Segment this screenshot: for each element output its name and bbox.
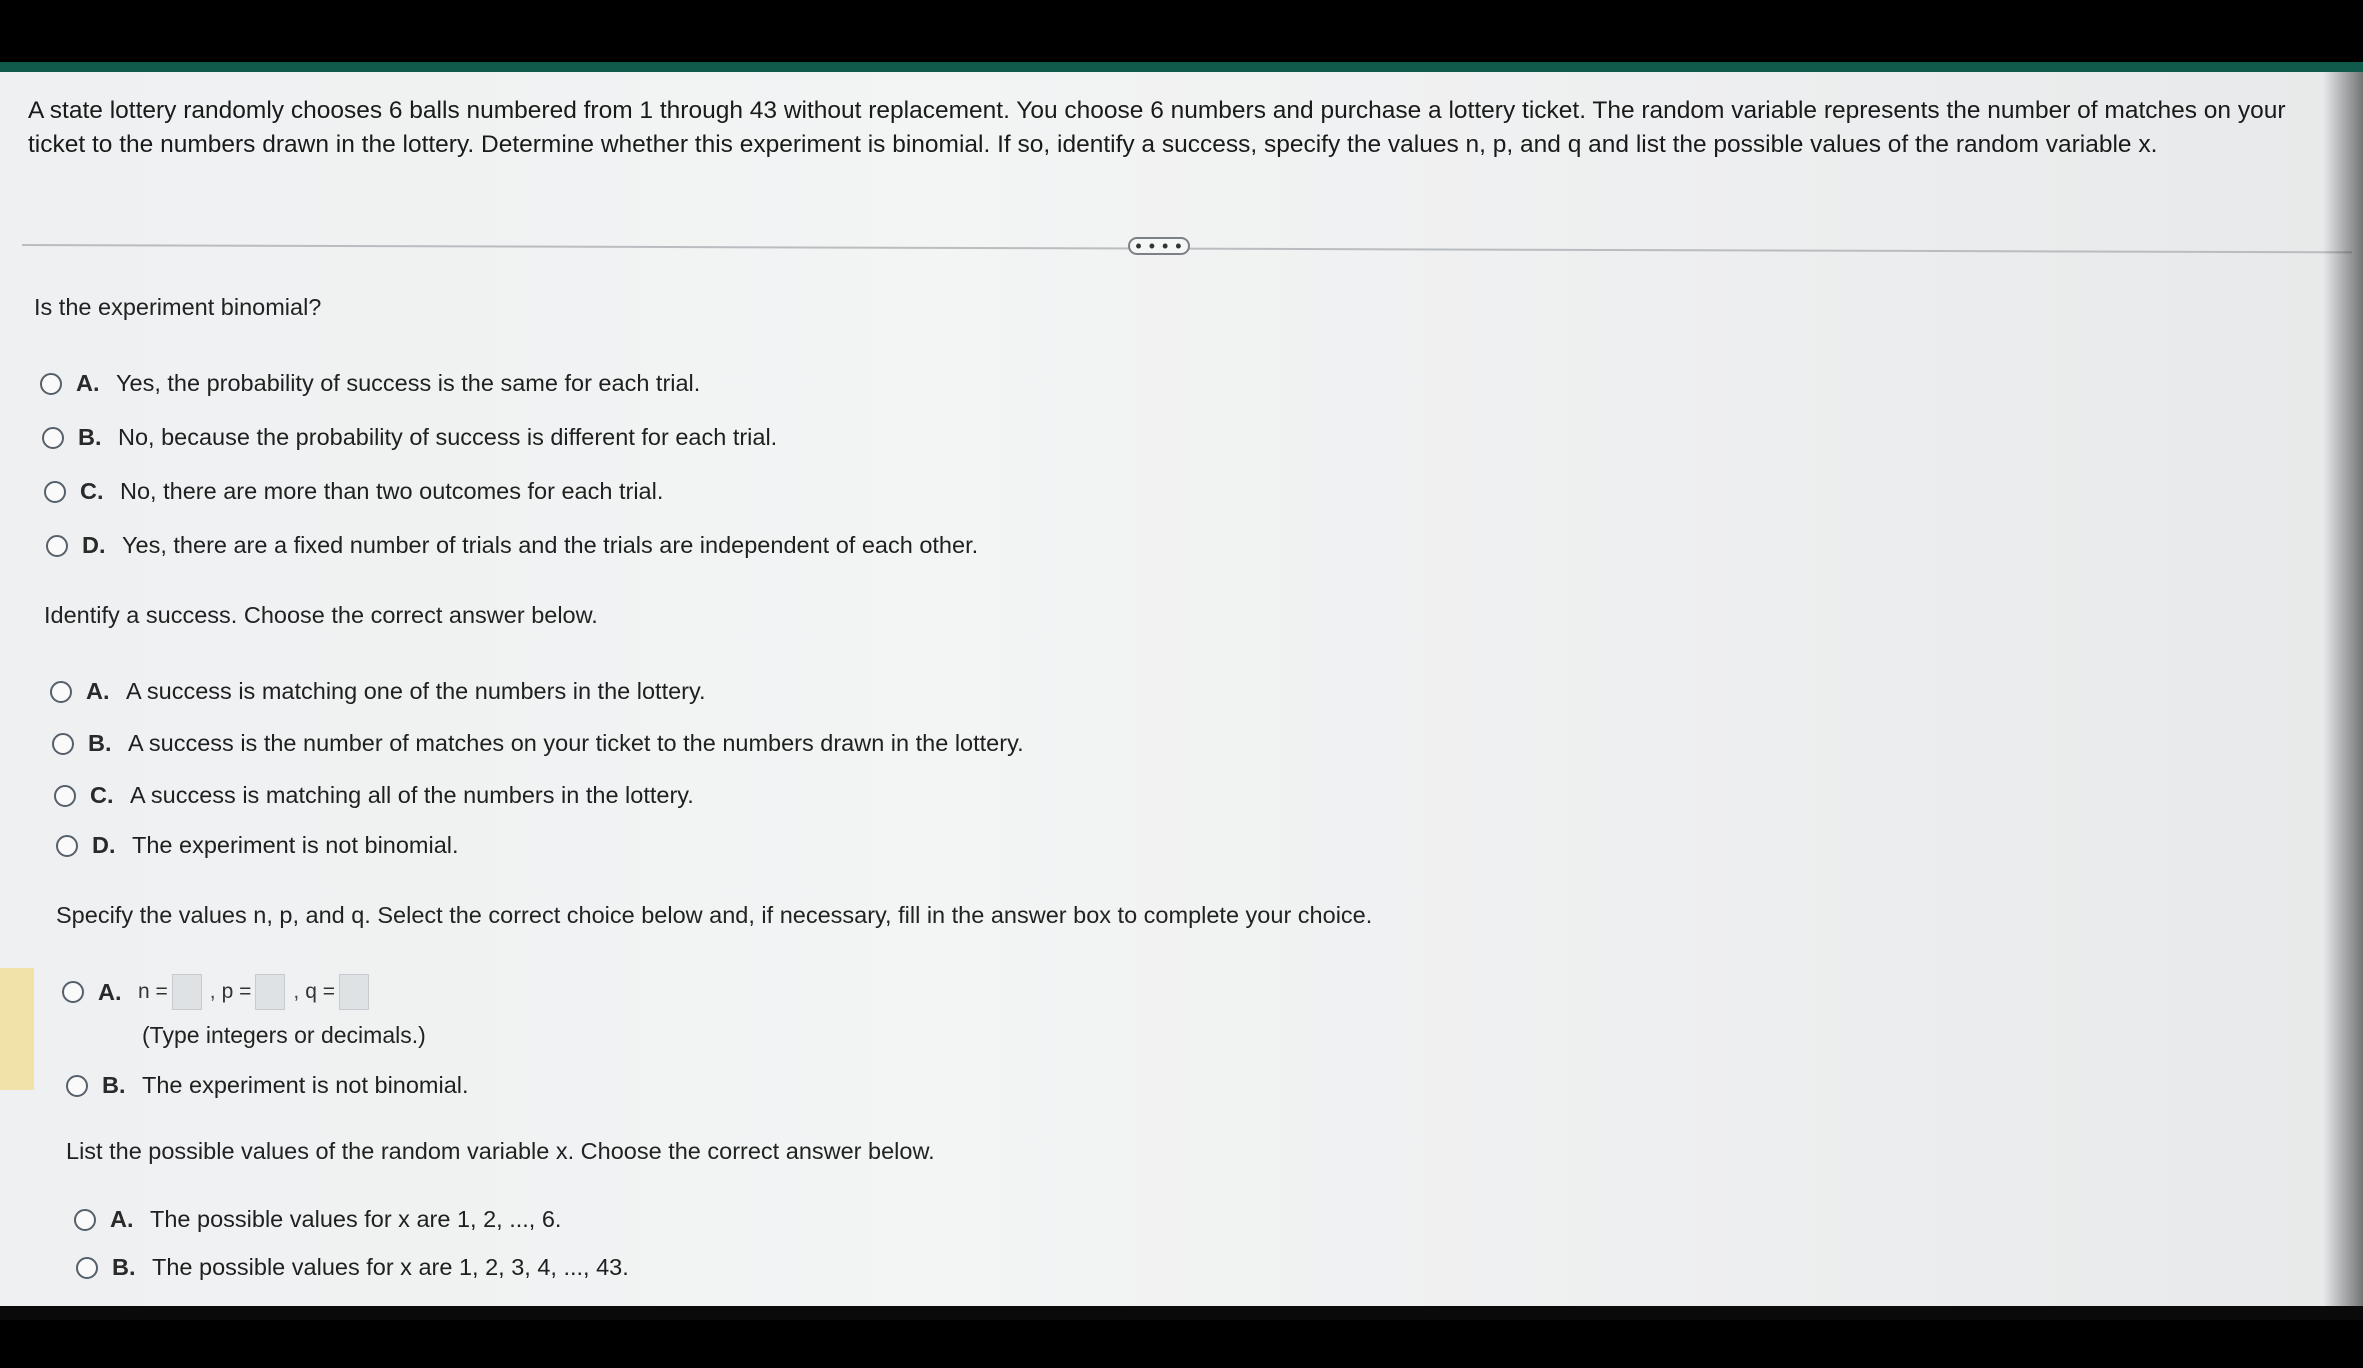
option-letter: A. bbox=[76, 370, 100, 396]
top-bar bbox=[0, 62, 2363, 72]
part2-prompt: Identify a success. Choose the correct answer below. bbox=[44, 602, 598, 628]
radio-button[interactable] bbox=[56, 835, 78, 857]
option-text: A success is the number of matches on your ticket to the numbers drawn in the lottery. bbox=[128, 730, 1024, 756]
option-letter: A. bbox=[110, 1206, 134, 1232]
option-letter: B. bbox=[102, 1072, 126, 1098]
screen bbox=[0, 62, 2363, 1320]
part3-prompt: Specify the values n, p, and q. Select the correct choice below and, if necessary, fill in the answer box to complete your choice. bbox=[56, 902, 1373, 928]
radio-button[interactable] bbox=[76, 1257, 98, 1279]
part3-option-a[interactable] bbox=[62, 974, 373, 1010]
option-text: No, there are more than two outcomes for each trial. bbox=[120, 478, 664, 504]
option-letter: D. bbox=[82, 532, 106, 558]
part1-option-d[interactable] bbox=[46, 532, 978, 559]
radio-button[interactable] bbox=[66, 1075, 88, 1097]
part2-option-a[interactable] bbox=[50, 678, 706, 705]
option-letter: C. bbox=[90, 782, 114, 808]
option-text: Yes, there are a fixed number of trials and the trials are independent of each other. bbox=[122, 532, 979, 558]
option-text: The possible values for x are 1, 2, ..., 6. bbox=[150, 1206, 562, 1232]
option-text: The experiment is not binomial. bbox=[132, 832, 459, 858]
radio-button[interactable] bbox=[46, 535, 68, 557]
option-letter: A. bbox=[86, 678, 110, 704]
radio-button[interactable] bbox=[40, 373, 62, 395]
part1-option-a[interactable] bbox=[40, 370, 700, 397]
radio-button[interactable] bbox=[74, 1209, 96, 1231]
radio-button[interactable] bbox=[54, 785, 76, 807]
part1-prompt: Is the experiment binomial? bbox=[34, 294, 322, 320]
option-letter: D. bbox=[92, 832, 116, 858]
radio-button[interactable] bbox=[42, 427, 64, 449]
radio-button[interactable] bbox=[50, 681, 72, 703]
option-text: Yes, the probability of success is the same for each trial. bbox=[116, 370, 701, 396]
part4-prompt: List the possible values of the random variable x. Choose the correct answer below. bbox=[66, 1138, 935, 1164]
q-label: q = bbox=[305, 980, 336, 1003]
screen-edge-shadow bbox=[2323, 72, 2363, 1320]
q-answer-box[interactable] bbox=[339, 974, 369, 1010]
separator: , bbox=[293, 980, 300, 1003]
part4-option-a[interactable] bbox=[74, 1206, 561, 1233]
option-letter: C. bbox=[80, 478, 104, 504]
option-text: A success is matching all of the numbers in the lottery. bbox=[130, 782, 694, 808]
part1-option-c[interactable] bbox=[44, 478, 663, 505]
option-text: No, because the probability of success is different for each trial. bbox=[118, 424, 778, 450]
n-answer-box[interactable] bbox=[172, 974, 202, 1010]
option-text: The possible values for x are 1, 2, 3, 4, ..., 43. bbox=[152, 1254, 629, 1280]
radio-button[interactable] bbox=[44, 481, 66, 503]
radio-button[interactable] bbox=[62, 981, 84, 1003]
part3-option-b[interactable] bbox=[66, 1072, 469, 1099]
separator: , bbox=[209, 980, 216, 1003]
option-text: A success is matching one of the numbers in the lottery. bbox=[126, 678, 706, 704]
selection-indicator bbox=[0, 968, 34, 1090]
n-label: n = bbox=[138, 980, 168, 1003]
option-letter: B. bbox=[78, 424, 102, 450]
part4-option-b[interactable] bbox=[76, 1254, 629, 1281]
answer-format-note: (Type integers or decimals.) bbox=[142, 1022, 426, 1048]
question-text: A state lottery randomly chooses 6 balls numbered from 1 through 43 without replacement. You choose 6 numbers and purchase a lottery ticket. The random variable represents the number of matches on your ticket to the numbers drawn in the lottery. Determine whether this experiment is binomial. If so, identify a success, specify the values n, p, and q and list the possible values of the random variable x. bbox=[28, 97, 2286, 158]
option-letter: B. bbox=[112, 1254, 136, 1280]
part2-option-b[interactable] bbox=[52, 730, 1024, 757]
expand-button[interactable]: • • • • bbox=[1128, 237, 1190, 255]
option-text: The experiment is not binomial. bbox=[142, 1072, 469, 1098]
part2-option-d[interactable] bbox=[56, 832, 459, 859]
screen-bottom-bezel bbox=[0, 1306, 2363, 1320]
part2-option-c[interactable] bbox=[54, 782, 694, 809]
part1-option-b[interactable] bbox=[42, 424, 777, 451]
option-letter: B. bbox=[88, 730, 112, 756]
radio-button[interactable] bbox=[52, 733, 74, 755]
p-answer-box[interactable] bbox=[255, 974, 285, 1010]
p-label: p = bbox=[221, 980, 252, 1003]
option-letter: A. bbox=[98, 978, 122, 1005]
